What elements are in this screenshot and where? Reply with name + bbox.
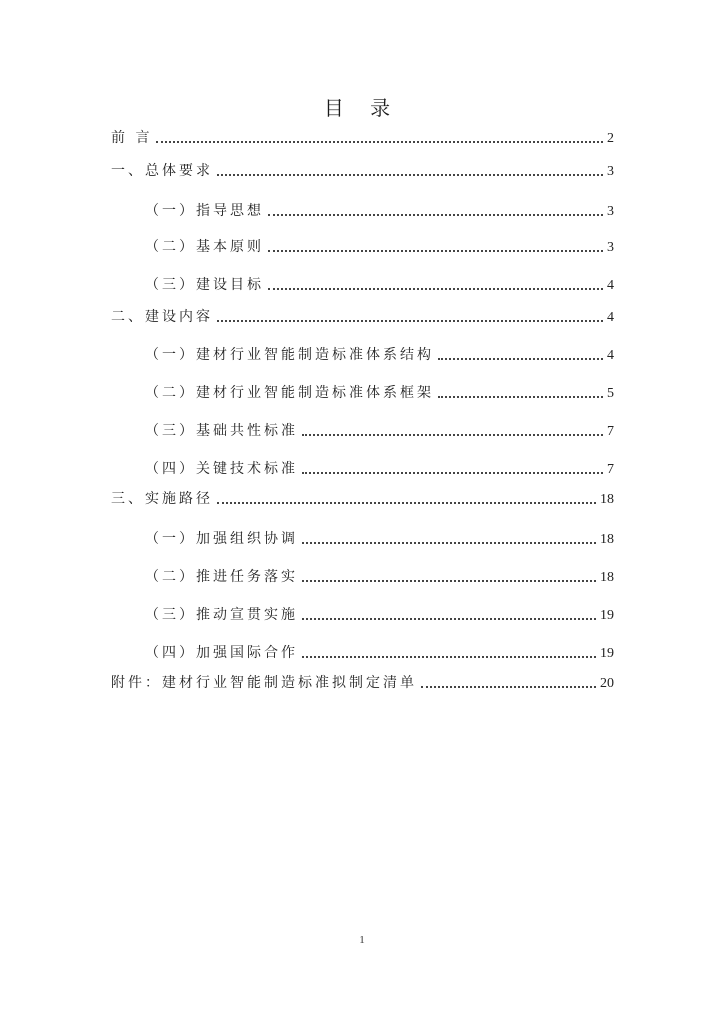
dot-leader <box>302 460 603 474</box>
dot-leader <box>438 346 603 360</box>
dot-leader <box>217 308 603 322</box>
toc-entry-page-number: 3 <box>607 164 614 179</box>
toc-entry-label: （二）推进任务落实 <box>145 569 298 585</box>
toc-entry-page-number: 18 <box>600 532 614 547</box>
toc-entry-page-number: 3 <box>607 204 614 219</box>
toc-entry-label: 二、建设内容 <box>111 309 213 325</box>
dot-leader <box>302 606 596 620</box>
toc-entry-page-number: 3 <box>607 240 614 255</box>
toc-entry-label: （四）关键技术标准 <box>145 461 298 477</box>
toc-entry-label: （二）建材行业智能制造标准体系框架 <box>145 385 434 401</box>
toc-entry-label: （一）加强组织协调 <box>145 531 298 547</box>
toc-entry-label: （三）基础共性标准 <box>145 423 298 439</box>
toc-entry-page-number: 19 <box>600 608 614 623</box>
dot-leader <box>217 162 603 176</box>
toc-title: 目 录 <box>323 96 401 120</box>
toc-entry-page-number: 4 <box>607 348 614 363</box>
dot-leader <box>268 238 603 252</box>
dot-leader <box>302 530 596 544</box>
toc-entry-page-number: 18 <box>600 492 614 507</box>
toc-entry-label: 前 言 <box>111 130 153 146</box>
toc-entry-label: 附件：建材行业智能制造标准拟制定清单 <box>111 675 417 691</box>
toc-entry-label: （三）建设目标 <box>145 277 264 293</box>
toc-entry-section-2-3[interactable] <box>145 418 614 440</box>
toc-entry-preface[interactable] <box>111 125 614 147</box>
dot-leader <box>302 644 596 658</box>
toc-entry-section-1-3[interactable] <box>145 272 614 294</box>
toc-entry-section-1-2[interactable] <box>145 234 614 256</box>
toc-entry-section-1-1[interactable] <box>145 198 614 220</box>
toc-entry-label: （三）推动宣贯实施 <box>145 607 298 623</box>
toc-entry-page-number: 4 <box>607 310 614 325</box>
dot-leader <box>302 568 596 582</box>
toc-entry-page-number: 4 <box>607 278 614 293</box>
toc-entry-label: （一）建材行业智能制造标准体系结构 <box>145 347 434 363</box>
dot-leader <box>438 384 603 398</box>
toc-entry-page-number: 7 <box>607 424 614 439</box>
dot-leader <box>268 202 603 216</box>
toc-entry-section-3-3[interactable] <box>145 602 614 624</box>
toc-entry-section-3-4[interactable] <box>145 640 614 662</box>
toc-entry-label: （二）基本原则 <box>145 239 264 255</box>
toc-entry-section-2-2[interactable] <box>145 380 614 402</box>
toc-entry-page-number: 5 <box>607 386 614 401</box>
dot-leader <box>217 490 596 504</box>
toc-entry-label: （一）指导思想 <box>145 203 264 219</box>
toc-entry-label: 一、总体要求 <box>111 163 213 179</box>
toc-entry-section-1[interactable] <box>111 158 614 180</box>
toc-entry-section-2[interactable] <box>111 304 614 326</box>
dot-leader <box>421 674 596 688</box>
toc-entry-section-3-1[interactable] <box>145 526 614 548</box>
dot-leader <box>268 276 603 290</box>
toc-entry-section-2-1[interactable] <box>145 342 614 364</box>
toc-entry-page-number: 2 <box>607 131 614 146</box>
dot-leader <box>302 422 603 436</box>
dot-leader <box>156 129 603 143</box>
toc-entry-label: 三、实施路径 <box>111 491 213 507</box>
toc-entry-page-number: 19 <box>600 646 614 661</box>
toc-entry-section-3-2[interactable] <box>145 564 614 586</box>
page-number: 1 <box>359 934 365 946</box>
toc-entry-page-number: 20 <box>600 676 614 691</box>
toc-entry-label: （四）加强国际合作 <box>145 645 298 661</box>
toc-entry-section-2-4[interactable] <box>145 456 614 478</box>
toc-entry-page-number: 7 <box>607 462 614 477</box>
toc-entry-page-number: 18 <box>600 570 614 585</box>
toc-entry-appendix[interactable] <box>111 670 614 692</box>
toc-entry-section-3[interactable] <box>111 486 614 508</box>
